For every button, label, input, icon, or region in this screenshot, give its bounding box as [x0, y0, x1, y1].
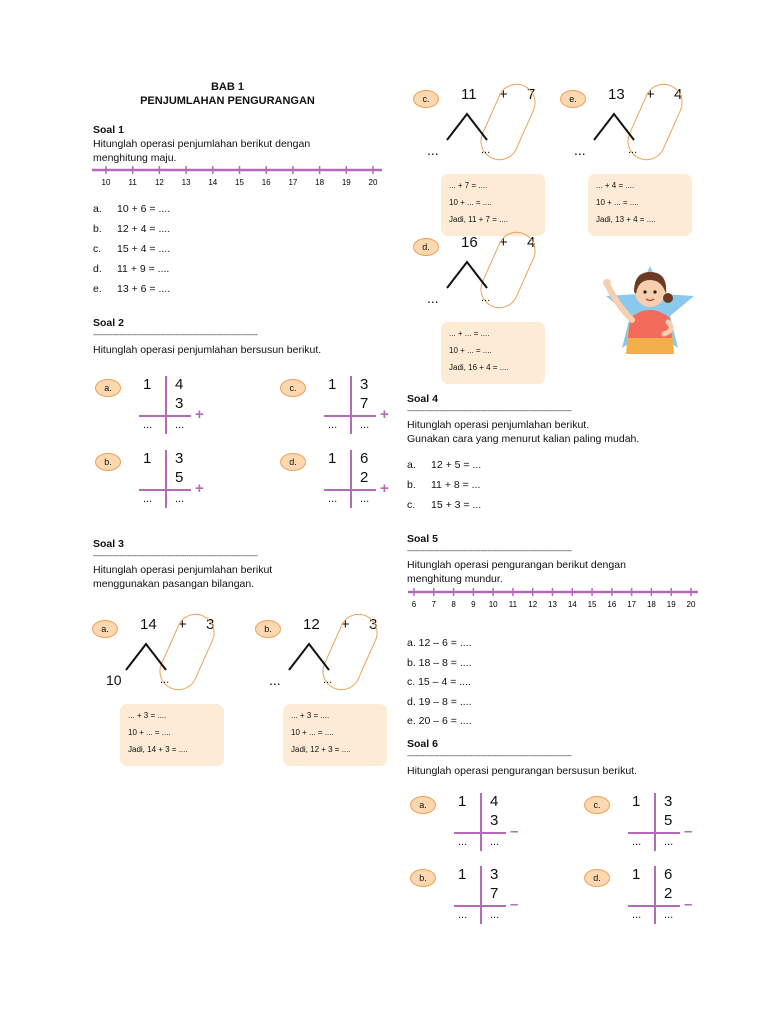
problem-label-badge: a. [95, 379, 121, 397]
hint-line-3: Jadi, 12 + 3 = .... [291, 745, 351, 754]
item-letter: a. [93, 203, 102, 215]
split-branch [590, 106, 650, 146]
ones-digit: 3 [664, 793, 673, 810]
column-divider [480, 793, 482, 851]
soal1-number-line [90, 164, 390, 188]
ones-digit: 3 [175, 450, 184, 467]
hint-line-1: ... + ... = .... [449, 329, 490, 338]
first-number: 11 [461, 86, 477, 103]
problem-label-badge: d. [584, 869, 610, 887]
item-question: 12 + 4 = .... [117, 223, 171, 235]
column-divider [350, 376, 352, 434]
ones-digit: 6 [360, 450, 369, 467]
item-letter: b. [407, 479, 416, 491]
number-line-label: 19 [666, 600, 676, 609]
column-divider [165, 376, 167, 434]
operator-sign: – [684, 823, 693, 840]
problem-label-badge: a. [92, 620, 118, 638]
soal2-title: Soal 2 [93, 317, 124, 329]
number-line-label: 16 [261, 178, 271, 187]
tens-digit: 1 [143, 376, 152, 393]
soal2-instruction: Hitunglah operasi penjumlahan bersusun berikut. [93, 344, 322, 356]
tens-digit: 1 [632, 793, 641, 810]
soal5-instruction: Hitunglah operasi pengurangan berikut dengan menghitung mundur. [407, 559, 626, 585]
ones-digit: 4 [490, 793, 499, 810]
hint-line-1: ... + 3 = .... [291, 711, 330, 720]
pair-problem [92, 616, 232, 776]
ones-digit: 4 [175, 376, 184, 393]
column-divider [165, 450, 167, 508]
soal5-item: a. 12 – 6 = .... [407, 637, 472, 649]
answer-blank-tens: ... [458, 836, 468, 848]
hint-box [283, 704, 387, 766]
stacked-problem [584, 793, 694, 853]
stacked-problem [410, 793, 520, 853]
split-right-value: ... [628, 144, 638, 156]
addend-digit: 5 [664, 812, 673, 829]
answer-blank-tens: ... [328, 493, 338, 505]
answer-blank-ones: ... [490, 909, 500, 921]
tens-digit: 1 [328, 450, 337, 467]
stacked-problem [280, 376, 390, 436]
item-question: 15 + 3 = ... [431, 499, 482, 511]
item-question: 10 + 6 = .... [117, 203, 171, 215]
number-line-label: 18 [646, 600, 656, 609]
answer-blank-ones: ... [360, 493, 370, 505]
item-letter: a. [407, 459, 416, 471]
soal4-title: Soal 4 [407, 393, 438, 405]
plus-sign: + [499, 86, 508, 103]
item-letter: e. [93, 283, 102, 295]
item-question: 15 + 4 = .... [117, 243, 171, 255]
addend-digit: 3 [490, 812, 499, 829]
problem-label-badge: d. [280, 453, 306, 471]
answer-blank-ones: ... [175, 493, 185, 505]
problem-label-badge: c. [413, 90, 439, 108]
number-line-label: 12 [154, 178, 164, 187]
split-branch [122, 636, 182, 676]
soal2-panel [90, 366, 389, 514]
number-line-label: 20 [368, 178, 378, 187]
soal6-instruction: Hitunglah operasi pengurangan bersusun berikut. [407, 765, 637, 777]
soal1-title: Soal 1 [93, 124, 124, 136]
plus-sign: + [499, 234, 508, 251]
sum-line [139, 489, 191, 491]
answer-blank-ones: ... [360, 419, 370, 431]
item-letter: d. [93, 263, 102, 275]
hint-line-2: 10 + ... = .... [449, 198, 492, 207]
problem-label-badge: e. [560, 90, 586, 108]
operator-sign: + [380, 406, 389, 423]
split-left-value: ... [574, 142, 586, 158]
split-right-value: ... [481, 144, 491, 156]
stacked-problem [410, 866, 520, 926]
second-number: 3 [206, 616, 215, 633]
soal5-item: e. 20 – 6 = .... [407, 715, 472, 727]
first-number: 12 [303, 616, 320, 633]
addend-digit: 2 [664, 885, 673, 902]
soal6-title: Soal 6 [407, 738, 438, 750]
pair-problem [413, 234, 553, 394]
hint-box [441, 322, 545, 384]
ones-digit: 3 [490, 866, 499, 883]
item-question: 13 + 6 = .... [117, 283, 171, 295]
column-divider [654, 866, 656, 924]
addend-digit: 7 [360, 395, 369, 412]
number-line-label: 17 [288, 178, 298, 187]
addend-digit: 5 [175, 469, 184, 486]
stacked-problem [95, 376, 205, 436]
answer-blank-ones: ... [664, 909, 674, 921]
first-number: 16 [461, 234, 478, 251]
second-number: 4 [674, 86, 683, 103]
split-branch [285, 636, 345, 676]
soal5-item: d. 19 – 8 = .... [407, 695, 472, 708]
hint-line-3: Jadi, 11 + 7 = .... [449, 215, 508, 224]
pair-problem [560, 86, 700, 246]
tens-digit: 1 [458, 793, 467, 810]
number-line-label: 13 [181, 178, 191, 187]
plus-sign: + [646, 86, 655, 103]
first-number: 13 [608, 86, 625, 103]
soal4-instruction-2: Gunakan cara yang menurut kalian paling mudah. [407, 433, 640, 445]
number-line-label: 18 [315, 178, 325, 187]
item-letter: b. [93, 223, 102, 235]
answer-blank-ones: ... [664, 836, 674, 848]
addend-digit: 3 [175, 395, 184, 412]
item-question: 12 + 5 = ... [431, 459, 482, 471]
second-number: 3 [369, 616, 378, 633]
number-line-label: 14 [567, 600, 577, 609]
split-left-value: ... [269, 672, 281, 688]
soal3-title: Soal 3 [93, 538, 124, 550]
split-left-value: ... [427, 290, 439, 306]
stacked-problem [95, 450, 205, 510]
sum-line [454, 905, 506, 907]
sum-line [628, 905, 680, 907]
number-line-label: 11 [508, 600, 518, 609]
problem-label-badge: a. [410, 796, 436, 814]
item-letter: c. [407, 499, 416, 511]
hint-line-1: ... + 3 = .... [128, 711, 167, 720]
plus-sign: + [341, 616, 350, 633]
problem-label-badge: c. [584, 796, 610, 814]
soal2-divider: ---------------------------------------------------------------------------- [93, 331, 258, 339]
column-divider [654, 793, 656, 851]
number-line-label: 13 [548, 600, 557, 609]
soal5-item: b. 18 – 8 = .... [407, 656, 472, 669]
operator-sign: – [510, 896, 519, 913]
number-line-label: 19 [341, 178, 351, 187]
column-divider [480, 866, 482, 924]
hint-line-2: 10 + ... = .... [596, 198, 639, 207]
soal5-item: c. 15 – 4 = .... [407, 676, 471, 688]
split-branch [443, 106, 503, 146]
hint-line-3: Jadi, 16 + 4 = .... [449, 363, 509, 372]
tens-digit: 1 [632, 866, 641, 883]
problem-label-badge: b. [255, 620, 281, 638]
hint-line-2: 10 + ... = .... [128, 728, 171, 737]
operator-sign: + [195, 480, 204, 497]
sum-line [324, 489, 376, 491]
second-number: 7 [527, 86, 536, 103]
answer-blank-ones: ... [175, 419, 185, 431]
girl-illustration [598, 258, 702, 358]
problem-label-badge: b. [410, 869, 436, 887]
split-right-value: ... [323, 674, 333, 686]
hint-box [120, 704, 224, 766]
number-line-label: 12 [528, 600, 538, 609]
addend-digit: 2 [360, 469, 369, 486]
split-left-value: ... [427, 142, 439, 158]
pair-problem [255, 616, 395, 776]
problem-label-badge: d. [413, 238, 439, 256]
item-letter: c. [93, 243, 102, 255]
number-line-label: 20 [686, 600, 696, 609]
soal4-instruction-1: Hitunglah operasi penjumlahan berikut. [407, 419, 590, 431]
split-left-value: 10 [106, 672, 122, 688]
soal5-title: Soal 5 [407, 533, 438, 545]
number-line-label: 17 [627, 600, 637, 609]
soal1-instruction: Hitunglah operasi penjumlahan berikut dengan menghitung maju. [93, 138, 311, 164]
number-line-label: 15 [587, 600, 597, 609]
answer-blank-ones: ... [490, 836, 500, 848]
number-line-label: 8 [451, 600, 456, 609]
sum-line [454, 832, 506, 834]
hint-box [441, 174, 545, 236]
hint-line-1: ... + 4 = .... [596, 181, 635, 190]
chapter-number: BAB 1 [210, 81, 244, 93]
hint-line-3: Jadi, 14 + 3 = .... [128, 745, 188, 754]
soal3-divider: ---------------------------------------------------------------------------- [93, 552, 258, 560]
answer-blank-tens: ... [143, 493, 153, 505]
second-number: 4 [527, 234, 536, 251]
split-right-value: ... [481, 292, 491, 304]
operator-sign: – [510, 823, 519, 840]
ones-digit: 6 [664, 866, 673, 883]
hint-line-2: 10 + ... = .... [449, 346, 492, 355]
operator-sign: – [684, 896, 693, 913]
number-line-label: 6 [411, 600, 417, 609]
answer-blank-tens: ... [632, 909, 642, 921]
sum-line [139, 415, 191, 417]
problem-label-badge: b. [95, 453, 121, 471]
hint-line-1: ... + 7 = .... [449, 181, 488, 190]
pair-problem [413, 86, 553, 246]
plus-sign: + [178, 616, 187, 633]
number-line-label: 10 [488, 600, 498, 609]
sum-line [324, 415, 376, 417]
stacked-problem [280, 450, 390, 510]
number-line-label: 10 [101, 178, 111, 187]
stacked-problem [584, 866, 694, 926]
soal6-divider: ---------------------------------------------------------------------------- [407, 752, 572, 760]
hint-line-3: Jadi, 13 + 4 = .... [596, 215, 656, 224]
answer-blank-tens: ... [632, 836, 642, 848]
item-question: 11 + 9 = .... [117, 263, 170, 275]
answer-blank-tens: ... [458, 909, 468, 921]
tens-digit: 1 [458, 866, 467, 883]
answer-blank-tens: ... [328, 419, 338, 431]
soal3-instruction: Hitunglah operasi penjumlahan berikut menggunakan pasangan bilangan. [93, 564, 273, 590]
operator-sign: + [195, 406, 204, 423]
first-number: 14 [140, 616, 157, 633]
split-right-value: ... [160, 674, 170, 686]
addend-digit: 7 [490, 885, 499, 902]
problem-label-badge: c. [280, 379, 306, 397]
hint-line-2: 10 + ... = .... [291, 728, 334, 737]
number-line-label: 14 [208, 178, 218, 187]
item-question: 11 + 8 = ... [431, 479, 481, 491]
tens-digit: 1 [328, 376, 337, 393]
number-line-label: 16 [607, 600, 617, 609]
answer-blank-tens: ... [143, 419, 153, 431]
number-line-label: 9 [471, 600, 476, 609]
operator-sign: + [380, 480, 389, 497]
soal5-divider: ---------------------------------------------------------------------------- [407, 547, 572, 555]
soal5-number-line [406, 586, 702, 610]
hint-box [588, 174, 692, 236]
column-divider [350, 450, 352, 508]
number-line-label: 15 [235, 178, 244, 187]
tens-digit: 1 [143, 450, 152, 467]
split-branch [443, 254, 503, 294]
number-line-label: 11 [128, 178, 137, 187]
ones-digit: 3 [360, 376, 369, 393]
soal4-divider: ---------------------------------------------------------------------------- [407, 407, 572, 415]
number-line-label: 7 [431, 600, 437, 609]
chapter-title: PENJUMLAHAN PENGURANGAN [140, 95, 315, 107]
sum-line [628, 832, 680, 834]
